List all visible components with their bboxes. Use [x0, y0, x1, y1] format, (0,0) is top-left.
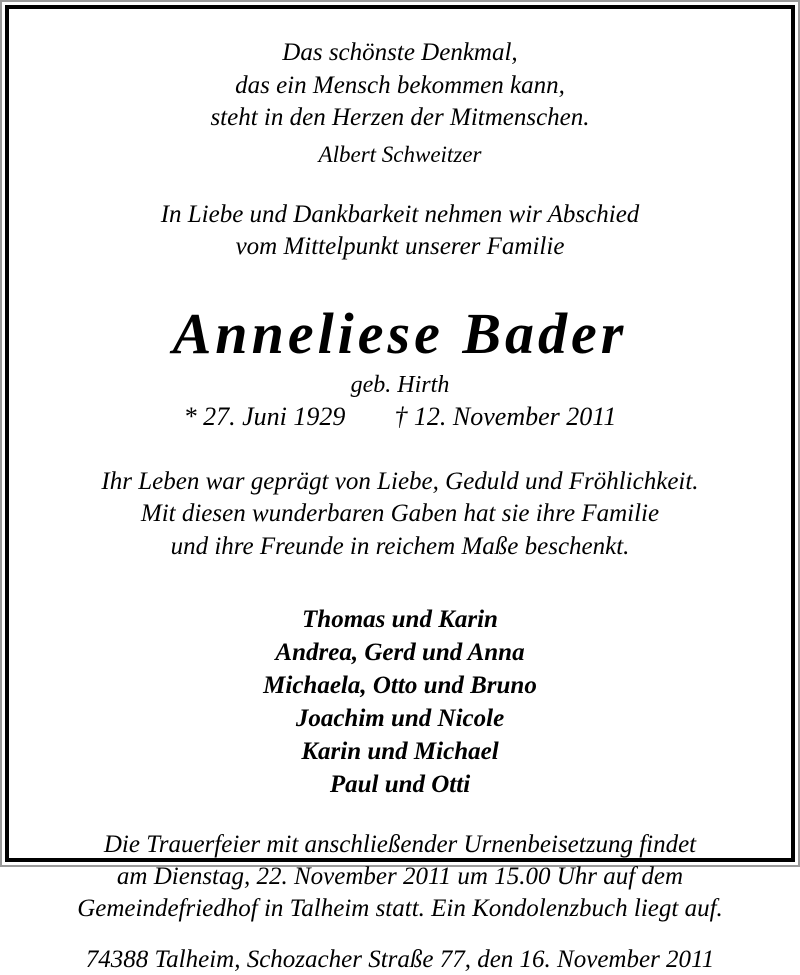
birth-symbol: * [183, 401, 197, 431]
birth-date: 27. Juni 1929 [203, 401, 346, 431]
survivor-line: Thomas und Karin [302, 606, 498, 634]
survivor-line: Paul und Otti [329, 771, 471, 799]
survivor-line: Joachim und Nicole [295, 705, 505, 733]
tribute-line: Mit diesen wunderbaren Gaben hat sie ihre Familie [140, 500, 660, 528]
intro-line: In Liebe und Dankbarkeit nehmen wir Abschied [160, 201, 640, 229]
tribute-line: Ihr Leben war geprägt von Liebe, Geduld und Fröhlichkeit. [101, 467, 699, 495]
survivor-line: Michaela, Otto und Bruno [263, 672, 537, 700]
service-line: Gemeindefriedhof in Talheim statt. Ein Kondolenzbuch liegt auf. [77, 895, 723, 923]
quote-line: das ein Mensch bekommen kann, [235, 71, 565, 99]
intro-line: vom Mittelpunkt unserer Familie [235, 233, 565, 261]
service-line: Die Trauerfeier mit anschließender Urnenbeisetzung findet [103, 831, 697, 859]
survivor-line: Karin und Michael [301, 738, 499, 766]
quote-line: steht in den Herzen der Mitmenschen. [210, 104, 590, 131]
service-details [35, 829, 765, 925]
farewell-intro [35, 199, 765, 263]
quote-attribution: Albert Schweitzer [318, 141, 482, 167]
memorial-quote [35, 37, 765, 135]
deceased-block [35, 301, 765, 431]
death-date: 12. November 2011 [413, 401, 617, 431]
quote-line: Das schönste Denkmal, [282, 39, 518, 66]
tribute-line: und ihre Freunde in reichem Maße beschenkt. [170, 532, 630, 560]
service-line: am Dienstag, 22. November 2011 um 15.00 Uhr auf dem [116, 863, 684, 891]
deceased-name: Anneliese Bader [172, 301, 628, 367]
address-and-date: 74388 Talheim, Schozacher Straße 77, den 16. November 2011 [85, 946, 715, 974]
survivor-line: Andrea, Gerd und Anna [275, 639, 525, 667]
maiden-name: geb. Hirth [350, 372, 450, 399]
tribute-text [35, 466, 765, 564]
death-symbol: † [394, 401, 408, 431]
survivors-list [35, 603, 765, 801]
obituary-notice-card [5, 5, 795, 974]
life-dates [35, 402, 765, 432]
